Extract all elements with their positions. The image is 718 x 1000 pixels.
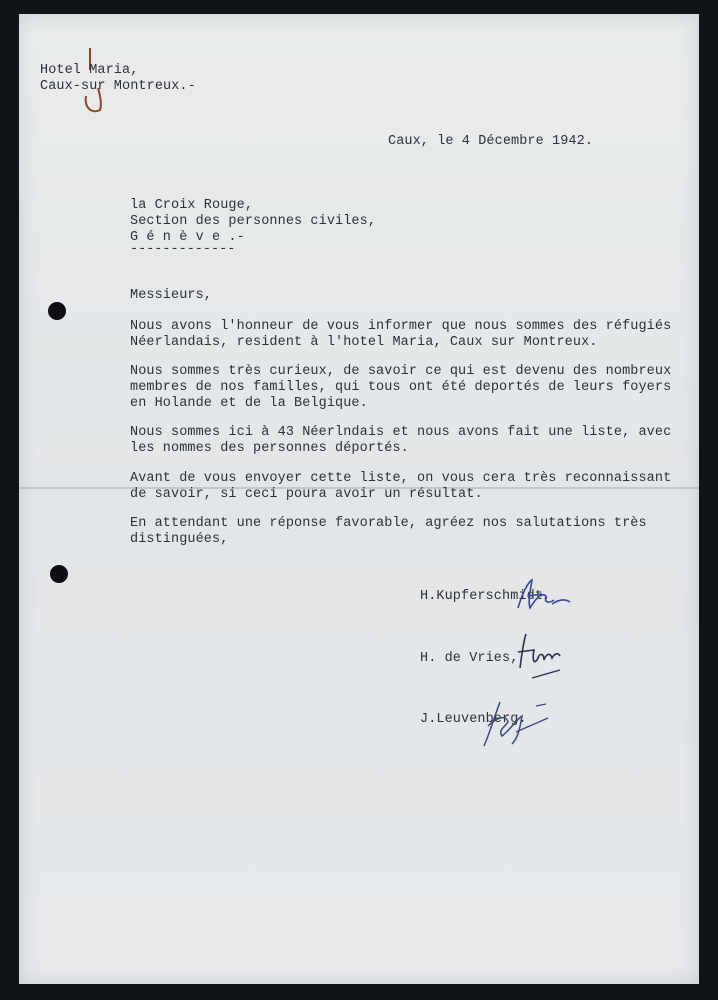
recipient-underline: ------------- xyxy=(130,242,236,257)
punch-hole-upper xyxy=(48,302,66,320)
signature-kupferschmidt xyxy=(508,574,578,618)
letterhead-line-2: Caux-sur Montreux.- xyxy=(40,79,196,94)
paragraph-1-line-1: Nous avons l'honneur de vous informer que nous sommes des réfugiés xyxy=(130,319,672,334)
signatory-2: H. de Vries, xyxy=(420,651,519,666)
paragraph-3-line-1: Nous sommes ici à 43 Néerlndais et nous avons fait une liste, avec xyxy=(130,425,672,440)
closing-line-1: En attendant une réponse favorable, agréez nos salutations très xyxy=(130,516,647,531)
signatory-3: J.Leuvenberg. xyxy=(420,712,527,727)
signature-de-vries xyxy=(510,628,570,684)
signatory-1: H.Kupferschmidt, xyxy=(420,589,552,604)
paragraph-2-line-1: Nous sommes très curieux, de savoir ce qui est devenu des nombreux xyxy=(130,364,672,379)
paragraph-4-line-2: de savoir, si ceci poura avoir un résultat. xyxy=(130,487,483,502)
letterhead-line-1: Hotel Maria, xyxy=(40,63,139,78)
signature-leuvenberg xyxy=(476,692,556,754)
recipient-line-3: G é n è v e .- xyxy=(130,230,245,245)
paragraph-3-line-2: les nommes des personnes déportés. xyxy=(130,441,409,456)
recipient-line-2: Section des personnes civiles, xyxy=(130,214,377,229)
paragraph-1-line-2: Néerlandais, resident à l'hotel Maria, Caux sur Montreux. xyxy=(130,335,598,350)
paragraph-2-line-2: membres de nos familles, qui tous ont été deportés de leurs foyers xyxy=(130,380,672,395)
closing-line-2: distinguées, xyxy=(130,532,229,547)
paragraph-2-line-3: en Holande et de la Belgique. xyxy=(130,396,368,411)
recipient-line-1: la Croix Rouge, xyxy=(130,198,254,213)
salutation: Messieurs, xyxy=(130,288,213,303)
paragraph-4-line-1: Avant de vous envoyer cette liste, on vous cera très reconnaissant xyxy=(130,471,672,486)
punch-hole-lower xyxy=(50,565,68,583)
letter-date: Caux, le 4 Décembre 1942. xyxy=(388,134,594,149)
